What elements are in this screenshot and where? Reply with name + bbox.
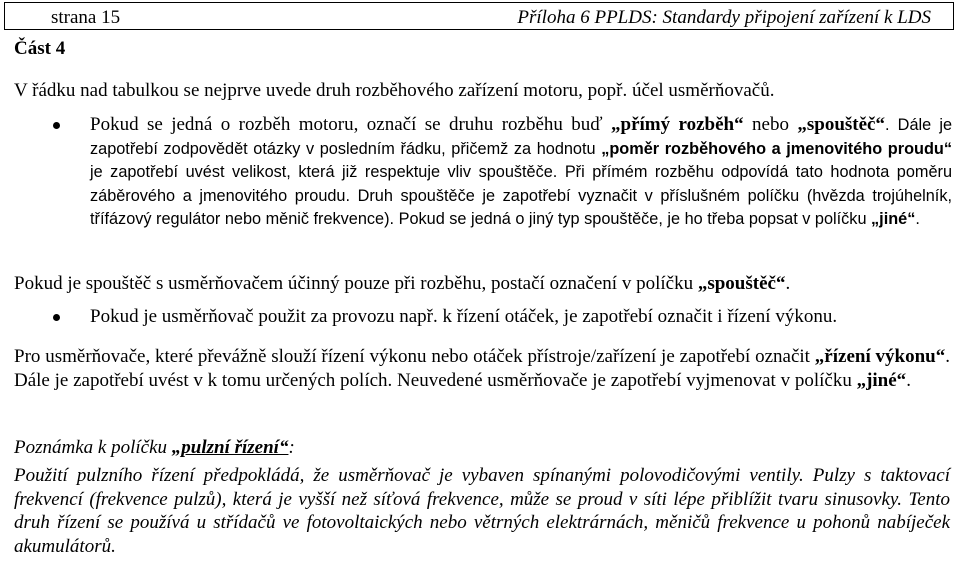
document-title: Příloha 6 PPLDS: Standardy připojení zařízení k LDS: [517, 7, 931, 28]
intro-paragraph: V řádku nad tabulkou se nejprve uvede druh rozběhového zařízení motoru, popř. účel usměrňovačů.: [14, 80, 775, 101]
section-heading: Část 4: [14, 38, 66, 59]
bullet-icon: [53, 122, 60, 129]
bullet-icon: [53, 314, 60, 321]
page-number: strana 15: [51, 7, 121, 28]
bullet-text: Pokud se jedná o rozběh motoru, označí se druhu rozběhu buď „přímý rozběh“ nebo „spouštěč“. Dále je zapotřebí zodpovědět otázky v posledním řádku, přičemž za hodnotu „poměr rozběhového a jmenovitého proudu“ je zapotřebí uvést velikost, která již respektuje vliv spouštěče. Při přímém rozběhu odpovídá tato hodnota poměru záběrového a jmenovitého proudu. Druh spouštěče je zapotřebí vyznačit v příslušném políčku (hvězda trojúhelník, třífázový regulátor nebo měnič frekvence). Pokud se jedná o jiný typ spouštěče, je ho třeba popsat v políčku „jiné“.: [90, 114, 953, 228]
starter-paragraph: Pokud je spouštěč s usměrňovačem účinný pouze při rozběhu, postačí označení v políčku „spouštěč“.: [14, 273, 791, 294]
bullet-text: Pokud je usměrňovač použit za provozu např. k řízení otáček, je zapotřebí označit i řízení výkonu.: [90, 306, 838, 327]
note-text: Použití pulzního řízení předpokládá, že usměrňovač je vybaven spínanými polovodičovými ventily. Pulzy s taktovací frekvencí (frekvence pulzů), která je vyšší než síťová frekvence, může se proud v síti lépe přiblížit tvaru sinusovky. Tento druh řízení se používá u střídačů ve fotovoltaických nebo větrných elektrárnách, měničů frekvence u pohonů nabíječek akumulátorů.: [14, 465, 950, 557]
rectifier-paragraph: Pro usměrňovače, které převážně slouží řízení výkonu nebo otáček přístroje/zařízení je zapotřebí označit „řízení výkonu“. Dále je zapotřebí uvést v k tomu určených polích. Neuvedené usměrňovače je zapotřebí vyjmenovat v políčku „jiné“.: [14, 346, 950, 391]
note-heading: Poznámka k políčku „pulzní řízení“:: [14, 437, 295, 458]
page-header: [4, 2, 954, 30]
